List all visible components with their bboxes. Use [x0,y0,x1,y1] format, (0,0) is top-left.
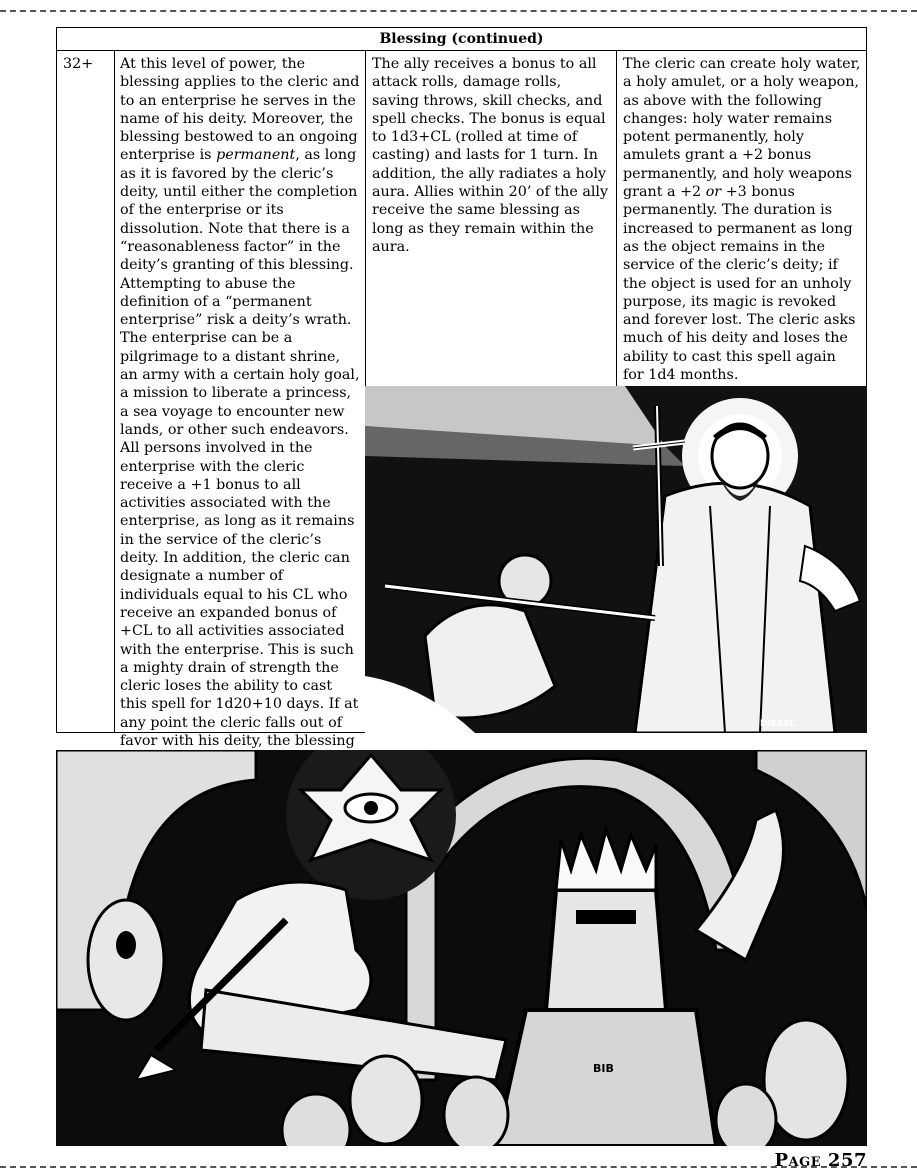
item-effect-cell [623,55,861,384]
column-divider [114,50,115,732]
artist-signature: DIESEL [760,719,796,729]
description-text: , as long as it is favored by the cleric’s deity, until either the completion of the enterprise or its dissolution. Note that there is a “reasonableness factor” in the deity’s granting of this blessing. Attempting to abuse the definition of a “permanent enterprise” risk a deity’s wrath. The enterprise can be a pilgrimage to a distant shrine, an army with a certain holy goal, a mission to liberate a princess, a sea voyage to encounter new lands, or other such endeavors. All persons involved in the enterprise with the cleric receive a +1 bonus to all activities associated with the enterprise, as long as it remains in the service of the cleric’s deity. In addition, the cleric can designate a number of individuals equal to his CL who receive an expanded bonus of +CL to all activities associated with the enterprise. This is such a mighty drain of strength the cleric loses the ability to cast this spell for 1d20+10 days. If at any point the cleric falls out of favor with his deity, the blessing [120,147,360,749]
knight-undead-art [56,750,867,1146]
knight-undead-illustration [56,750,867,1146]
item-effect-emphasis: or [705,184,722,201]
cleric-blessing-art [365,386,867,733]
cleric-blessing-illustration [365,386,867,733]
description-emphasis: permanent [216,147,296,164]
column-divider [616,50,617,386]
description-text: At this level of power, the blessing applies to the cleric and to an enterprise he serves in the name of his deity. Moreover, the blessing bestowed to an ongoing enterprise is [120,56,360,164]
page-number: Page 257 [774,1150,867,1171]
item-effect-text: The cleric can create holy water, a holy amulet, or a holy weapon, as above with the following changes: holy water remains potent permanently, holy amulets grant a +2 bonus permanently, and holy weapons grant a +2 [623,56,861,201]
table-header: Blessing (continued) [57,28,866,51]
roll-level: 32+ [63,56,94,72]
item-effect-text: +3 bonus permanently. The duration is increased to permanent as long as the object remains in the service of the cleric’s deity; if the object is used for an unholy purpose, its magic is revoked and forever lost. The cleric asks much of his deity and loses the ability to cast this spell again for 1d4 months. [623,184,856,384]
helmet-emblem: BIB [593,1062,614,1075]
description-cell [120,55,360,805]
page-bottom-border [0,1166,917,1168]
page-top-border [0,10,917,12]
ally-effect-cell: The ally receives a bonus to all attack rolls, damage rolls, saving throws, skill checks, and spell checks. The bonus is equal to 1d3+CL (rolled at time of casting) and lasts for 1 turn. In addition, the ally radiates a holy aura. Allies within 20’ of the ally receive the same blessing as long as they remain within the aura. [372,56,609,255]
